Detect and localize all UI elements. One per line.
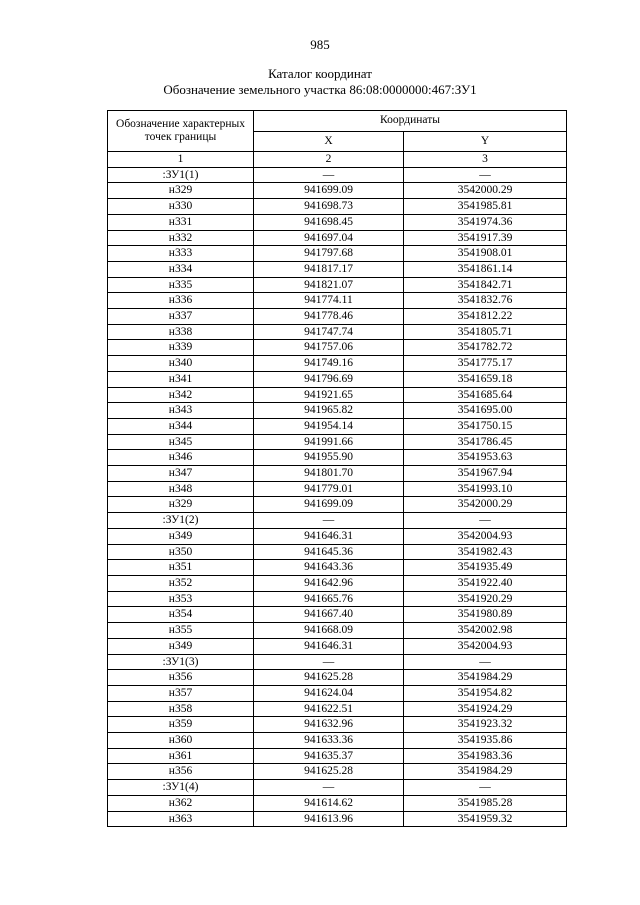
table-row xyxy=(108,623,567,639)
cell-point: н362 xyxy=(108,795,254,811)
cell-x: 941698.73 xyxy=(254,199,404,215)
table-row xyxy=(108,230,567,246)
cell-point: :ЗУ1(3) xyxy=(108,654,254,670)
cell-x: 941635.37 xyxy=(254,748,404,764)
cell-x: 941645.36 xyxy=(254,544,404,560)
cell-point: н348 xyxy=(108,481,254,497)
cell-point: н349 xyxy=(108,638,254,654)
cell-x: 941797.68 xyxy=(254,246,404,262)
cell-x: 941667.40 xyxy=(254,607,404,623)
cell-x: 941801.70 xyxy=(254,466,404,482)
cell-x: 941697.04 xyxy=(254,230,404,246)
table-row xyxy=(108,387,567,403)
cell-y: 3541959.32 xyxy=(404,811,567,827)
cell-point: н354 xyxy=(108,607,254,623)
cell-point: :ЗУ1(1) xyxy=(108,167,254,183)
cell-point: н347 xyxy=(108,466,254,482)
cell-y: 3541985.28 xyxy=(404,795,567,811)
cell-point: н355 xyxy=(108,623,254,639)
cell-y: 3541775.17 xyxy=(404,356,567,372)
table-row xyxy=(108,214,567,230)
cell-x: 941622.51 xyxy=(254,701,404,717)
cell-x: 941817.17 xyxy=(254,261,404,277)
table-body xyxy=(108,167,567,827)
cell-x: 941632.96 xyxy=(254,717,404,733)
cell-point: н358 xyxy=(108,701,254,717)
table-row xyxy=(108,811,567,827)
table-row xyxy=(108,717,567,733)
cell-x: 941633.36 xyxy=(254,733,404,749)
table-row xyxy=(108,183,567,199)
table-row xyxy=(108,450,567,466)
cell-y: 3541985.81 xyxy=(404,199,567,215)
cell-point: н346 xyxy=(108,450,254,466)
cell-point: н330 xyxy=(108,199,254,215)
cell-point: н334 xyxy=(108,261,254,277)
cell-y: 3542004.93 xyxy=(404,528,567,544)
table-row xyxy=(108,418,567,434)
cell-y: 3542000.29 xyxy=(404,497,567,513)
cell-y: 3541982.43 xyxy=(404,544,567,560)
cell-point: н356 xyxy=(108,670,254,686)
cell-x: 941625.28 xyxy=(254,764,404,780)
cell-y: 3541983.36 xyxy=(404,748,567,764)
table-row xyxy=(108,371,567,387)
cell-y: 3541923.32 xyxy=(404,717,567,733)
cell-point: н356 xyxy=(108,764,254,780)
cell-y: 3541967.94 xyxy=(404,466,567,482)
table-row xyxy=(108,670,567,686)
cell-y: — xyxy=(404,513,567,529)
table-row xyxy=(108,654,567,670)
cell-point: н336 xyxy=(108,293,254,309)
cell-y: — xyxy=(404,654,567,670)
cell-point: н343 xyxy=(108,403,254,419)
cell-x: — xyxy=(254,167,404,183)
cell-x: 941955.90 xyxy=(254,450,404,466)
cell-point: н332 xyxy=(108,230,254,246)
table-row xyxy=(108,544,567,560)
cell-point: н357 xyxy=(108,685,254,701)
cell-x: 941668.09 xyxy=(254,623,404,639)
cell-x: 941613.96 xyxy=(254,811,404,827)
cell-point: н331 xyxy=(108,214,254,230)
table-row xyxy=(108,733,567,749)
cell-y: 3541920.29 xyxy=(404,591,567,607)
cell-point: н342 xyxy=(108,387,254,403)
cell-x: — xyxy=(254,780,404,796)
cell-y: 3541812.22 xyxy=(404,309,567,325)
cell-y: 3541782.72 xyxy=(404,340,567,356)
table-row xyxy=(108,701,567,717)
cell-x: — xyxy=(254,654,404,670)
cell-x: 941642.96 xyxy=(254,575,404,591)
table-row xyxy=(108,199,567,215)
cell-point: н352 xyxy=(108,575,254,591)
cell-point: н329 xyxy=(108,497,254,513)
cell-x: — xyxy=(254,513,404,529)
table-row xyxy=(108,434,567,450)
cell-y: 3541974.36 xyxy=(404,214,567,230)
page-number: 985 xyxy=(310,37,330,52)
cell-point: н350 xyxy=(108,544,254,560)
cell-y: 3541861.14 xyxy=(404,261,567,277)
cell-point: н360 xyxy=(108,733,254,749)
cell-y: — xyxy=(404,780,567,796)
cell-point: :ЗУ1(4) xyxy=(108,780,254,796)
cell-x: 941646.31 xyxy=(254,638,404,654)
cell-y: 3541842.71 xyxy=(404,277,567,293)
cell-y: 3541922.40 xyxy=(404,575,567,591)
header-col-number-3: 3 xyxy=(404,152,567,168)
header-x: X xyxy=(254,131,404,152)
header-col-number-1: 1 xyxy=(108,152,254,168)
cell-point: :ЗУ1(2) xyxy=(108,513,254,529)
table-row xyxy=(108,261,567,277)
cell-x: 941699.09 xyxy=(254,183,404,199)
cell-x: 941757.06 xyxy=(254,340,404,356)
table-row xyxy=(108,324,567,340)
cell-x: 941665.76 xyxy=(254,591,404,607)
header-col-number-2: 2 xyxy=(254,152,404,168)
cell-y: 3541832.76 xyxy=(404,293,567,309)
cell-y: 3541685.64 xyxy=(404,387,567,403)
cell-y: 3541954.82 xyxy=(404,685,567,701)
table-row xyxy=(108,685,567,701)
table-row xyxy=(108,607,567,623)
header-y: Y xyxy=(404,131,567,152)
cell-x: 941698.45 xyxy=(254,214,404,230)
cell-point: н361 xyxy=(108,748,254,764)
cell-x: 941643.36 xyxy=(254,560,404,576)
cell-y: 3541917.39 xyxy=(404,230,567,246)
cell-x: 941624.04 xyxy=(254,685,404,701)
table-row xyxy=(108,591,567,607)
table-row xyxy=(108,403,567,419)
cell-y: 3541750.15 xyxy=(404,418,567,434)
table-row xyxy=(108,560,567,576)
table-row xyxy=(108,340,567,356)
cell-point: н345 xyxy=(108,434,254,450)
cell-point: н335 xyxy=(108,277,254,293)
cell-x: 941779.01 xyxy=(254,481,404,497)
cell-y: 3542000.29 xyxy=(404,183,567,199)
cell-y: 3541984.29 xyxy=(404,764,567,780)
cell-point: н353 xyxy=(108,591,254,607)
cell-y: 3541935.86 xyxy=(404,733,567,749)
header-coordinates: Координаты xyxy=(254,111,567,132)
table-row xyxy=(108,513,567,529)
table-row xyxy=(108,575,567,591)
table-row xyxy=(108,309,567,325)
cell-y: 3541659.18 xyxy=(404,371,567,387)
cell-point: н339 xyxy=(108,340,254,356)
cell-y: 3541695.00 xyxy=(404,403,567,419)
cell-point: н359 xyxy=(108,717,254,733)
coordinates-table xyxy=(107,110,567,827)
table-row xyxy=(108,277,567,293)
cell-y: 3542004.93 xyxy=(404,638,567,654)
cell-y: 3541786.45 xyxy=(404,434,567,450)
table-row xyxy=(108,528,567,544)
cell-x: 941778.46 xyxy=(254,309,404,325)
cell-x: 941921.65 xyxy=(254,387,404,403)
table-row xyxy=(108,246,567,262)
cell-point: н349 xyxy=(108,528,254,544)
cell-point: н337 xyxy=(108,309,254,325)
cell-x: 941646.31 xyxy=(254,528,404,544)
table-row xyxy=(108,356,567,372)
table-row xyxy=(108,167,567,183)
cell-x: 941991.66 xyxy=(254,434,404,450)
cell-point: н333 xyxy=(108,246,254,262)
cell-point: н344 xyxy=(108,418,254,434)
cell-point: н329 xyxy=(108,183,254,199)
cell-x: 941747.74 xyxy=(254,324,404,340)
cell-x: 941774.11 xyxy=(254,293,404,309)
catalog-title: Каталог координат xyxy=(268,66,372,81)
cell-y: 3542002.98 xyxy=(404,623,567,639)
cell-y: — xyxy=(404,167,567,183)
cell-x: 941821.07 xyxy=(254,277,404,293)
cell-y: 3541993.10 xyxy=(404,481,567,497)
cell-y: 3541953.63 xyxy=(404,450,567,466)
cell-y: 3541908.01 xyxy=(404,246,567,262)
cell-x: 941749.16 xyxy=(254,356,404,372)
cell-x: 941699.09 xyxy=(254,497,404,513)
table-row xyxy=(108,497,567,513)
cell-point: н341 xyxy=(108,371,254,387)
table-row xyxy=(108,638,567,654)
cell-x: 941796.69 xyxy=(254,371,404,387)
table-header xyxy=(108,111,567,168)
cell-x: 941954.14 xyxy=(254,418,404,434)
table-row xyxy=(108,466,567,482)
cell-point: н338 xyxy=(108,324,254,340)
table-row xyxy=(108,748,567,764)
table-row xyxy=(108,764,567,780)
cell-y: 3541984.29 xyxy=(404,670,567,686)
parcel-designation: Обозначение земельного участка 86:08:0000000:467:ЗУ1 xyxy=(163,82,477,97)
table-row xyxy=(108,795,567,811)
table-row xyxy=(108,780,567,796)
cell-x: 941614.62 xyxy=(254,795,404,811)
cell-point: н363 xyxy=(108,811,254,827)
cell-point: н351 xyxy=(108,560,254,576)
cell-x: 941625.28 xyxy=(254,670,404,686)
cell-y: 3541935.49 xyxy=(404,560,567,576)
table-row xyxy=(108,293,567,309)
cell-y: 3541805.71 xyxy=(404,324,567,340)
cell-x: 941965.82 xyxy=(254,403,404,419)
cell-y: 3541924.29 xyxy=(404,701,567,717)
cell-point: н340 xyxy=(108,356,254,372)
header-point-designation: Обозначение характерных точек границы xyxy=(108,111,254,152)
cell-y: 3541980.89 xyxy=(404,607,567,623)
table-row xyxy=(108,481,567,497)
